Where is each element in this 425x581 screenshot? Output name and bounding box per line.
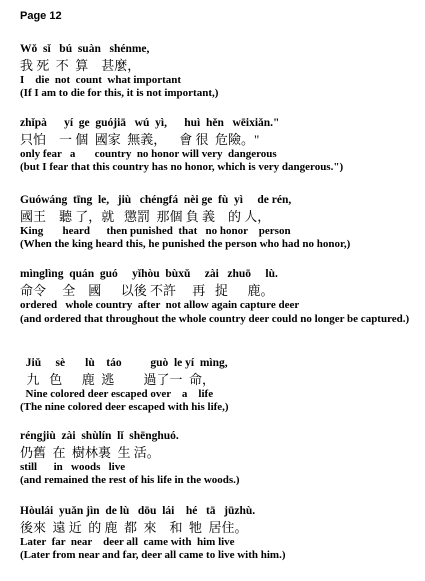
stanza-2 [20,118,420,175]
gloss-line: I die not count what important [20,74,182,86]
translation-line: (The nine colored deer escaped with his life,) [20,401,229,413]
pinyin-line: zhǐpà yí ge guójiā wú yì, huì hěn wēixiǎn." [20,117,280,129]
chinese-line: 後來 遠 近 的 鹿 都 來 和 牠 居住。 [20,520,248,535]
translation-line: (Later from near and far, deer all came to live with him.) [20,549,286,561]
translation-line: (When the king heard this, he punished the person who had no honor,) [20,238,351,250]
gloss-line: Nine colored deer escaped over a life [20,388,214,400]
translation-line: (but I fear that this country has no honor, which is very dangerous.") [20,161,344,173]
gloss-line: King heard then punished that no honor person [20,225,291,237]
stanza-1 [20,44,420,101]
gloss-line: ordered whole country after not allow again capture deer [20,299,300,311]
stanza-3 [20,195,420,252]
pinyin-line: Wǒ sǐ bú suàn shénme, [20,43,150,55]
stanza-4 [20,269,420,340]
pinyin-line: Guówáng tīng le, jiù chéngfá nèi ge fù yì de rén, [20,194,292,206]
pinyin-line: mìnglìng quán guó yǐhòu bùxǔ zài zhuō lù. [20,268,278,280]
pinyin-line: Hòulái yuǎn jìn de lù dōu lái hé tā jūzhù. [20,505,256,517]
chinese-line: 仍舊 在 樹林裏 生 活。 [20,445,160,460]
chinese-line: 只怕 一 個 國家 無義， 會 很 危險。" [20,132,260,147]
pinyin-line: Jiǔ sè lù táo guò le yí mìng, [20,357,228,369]
chinese-line: 九 色 鹿 逃 過了一 命， [20,372,216,387]
page-title: Page 12 [20,10,62,22]
stanza-6 [20,431,420,488]
stanza-5 [20,358,420,415]
gloss-line: only fear a country no honor will very dangerous [20,148,277,160]
chinese-line: 我 死 不 算 甚麼， [20,58,141,73]
gloss-line: still in woods live [20,461,126,473]
translation-line: (If I am to die for this, it is not important,) [20,87,219,99]
stanza-7 [20,506,420,563]
chinese-line: 命令 全 國 以後 不許 再 捉 鹿。 [20,283,274,298]
chinese-line: 國王 聽 了，就 懲罰 那個 負 義 的 人， [20,209,271,224]
translation-line: (and remained the rest of his life in the woods.) [20,474,240,486]
translation-line: (and ordered that throughout the whole country deer could no longer be captured.) [20,313,410,325]
pinyin-line: réngjiù zài shùlín lǐ shēnghuó. [20,430,179,442]
gloss-line: Later far near deer all came with him live [20,536,235,548]
